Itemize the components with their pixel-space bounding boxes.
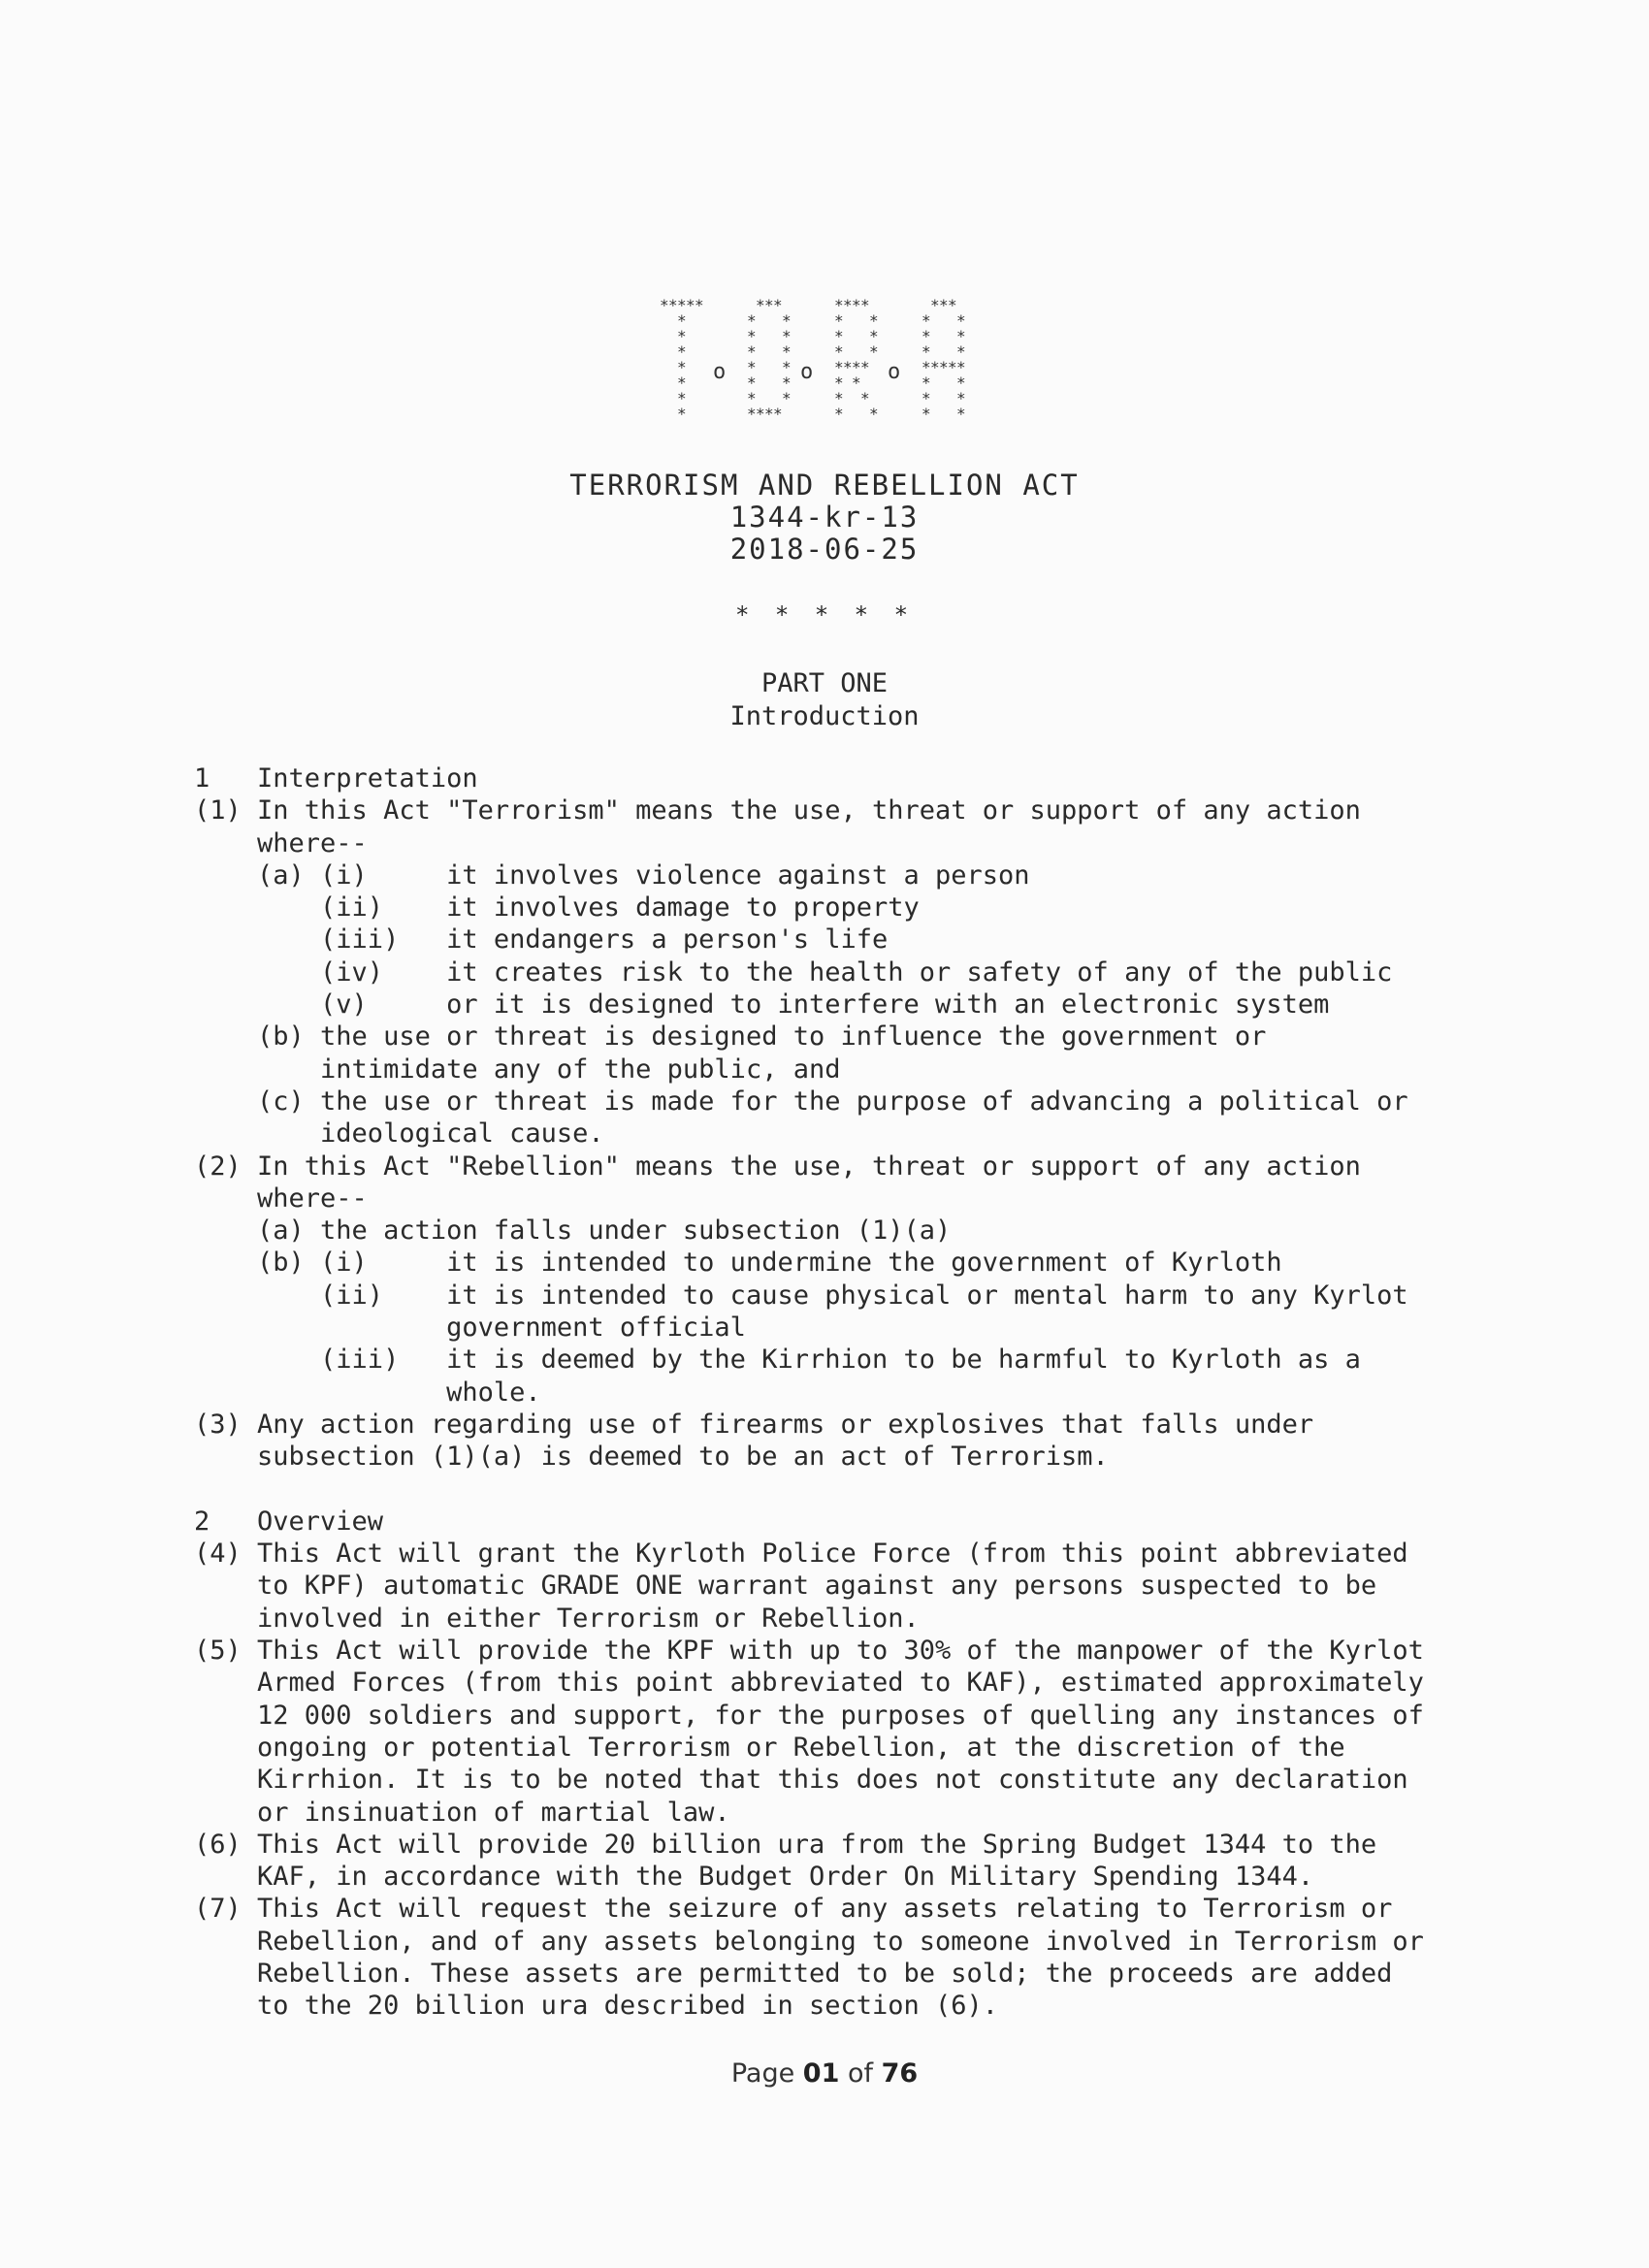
text-line: (ii) it involves damage to property bbox=[194, 892, 920, 923]
logo-asterisk: * bbox=[756, 296, 765, 314]
logo-asterisk: * bbox=[956, 311, 966, 330]
text-line: ideological cause. bbox=[194, 1118, 604, 1150]
act-code: 1344-kr-13 bbox=[729, 501, 920, 534]
toro-logo-icon bbox=[630, 291, 1018, 446]
text-line: (3) Any action regarding use of firearms or explosives that falls under bbox=[194, 1409, 1314, 1440]
logo-asterisk: * bbox=[756, 405, 765, 423]
logo-asterisk: * bbox=[860, 358, 870, 376]
logo-asterisk: * bbox=[782, 342, 792, 361]
logo-asterisk: * bbox=[860, 389, 870, 407]
logo-asterisk: * bbox=[930, 358, 940, 376]
text-line: (1) In this Act "Terrorism" means the use, threat or support of any action bbox=[194, 795, 1361, 826]
logo-asterisk: * bbox=[677, 327, 687, 345]
text-line: (2) In this Act "Rebellion" means the use, threat or support of any action bbox=[194, 1150, 1361, 1182]
logo-asterisk: * bbox=[922, 311, 931, 330]
logo-asterisk: * bbox=[852, 296, 861, 314]
logo-asterisk: * bbox=[834, 342, 844, 361]
logo-asterisk: * bbox=[843, 296, 853, 314]
text-line: (ii) it is intended to cause physical or mental harm to any Kyrlot bbox=[194, 1280, 1408, 1311]
text-line: intimidate any of the public, and bbox=[194, 1053, 841, 1085]
text-line: (6) This Act will provide 20 billion ura from the Spring Budget 1344 to the bbox=[194, 1829, 1377, 1860]
logo-asterisk: * bbox=[773, 405, 783, 423]
logo-asterisk: * bbox=[747, 373, 757, 392]
logo-asterisk: * bbox=[747, 327, 757, 345]
logo-asterisk: * bbox=[695, 296, 704, 314]
logo-asterisk: * bbox=[956, 389, 966, 407]
logo-asterisk: * bbox=[939, 358, 949, 376]
text-line: Rebellion, and of any assets belonging to someone involved in Terrorism or bbox=[194, 1926, 1424, 1957]
ascii-logo bbox=[0, 291, 1649, 446]
logo-asterisk: * bbox=[747, 405, 757, 423]
text-line: involved in either Terrorism or Rebellion. bbox=[194, 1603, 920, 1634]
logo-asterisk: * bbox=[956, 327, 966, 345]
logo-asterisk: * bbox=[922, 358, 931, 376]
text-line: to the 20 billion ura described in section (6). bbox=[194, 1991, 999, 2022]
logo-asterisk: * bbox=[869, 311, 879, 330]
logo-asterisk: * bbox=[764, 296, 774, 314]
logo-asterisk: * bbox=[677, 405, 687, 423]
text-line: to KPF) automatic GRADE ONE warrant against any persons suspected to be bbox=[194, 1571, 1377, 1602]
part-name: Introduction bbox=[729, 701, 920, 731]
logo-asterisk: * bbox=[677, 373, 687, 392]
logo-asterisk: * bbox=[922, 342, 931, 361]
text-line: or insinuation of martial law. bbox=[194, 1797, 730, 1828]
act-body bbox=[194, 762, 1474, 2023]
logo-asterisk: * bbox=[956, 373, 966, 392]
logo-asterisk: * bbox=[782, 358, 792, 376]
logo-asterisk: * bbox=[747, 358, 757, 376]
part-heading bbox=[0, 667, 1649, 733]
text-line: (4) This Act will grant the Kyrloth Police Force (from this point abbreviated bbox=[194, 1539, 1408, 1570]
logo-asterisk: * bbox=[677, 389, 687, 407]
logo-asterisk: * bbox=[747, 311, 757, 330]
page-footer bbox=[0, 2058, 1649, 2089]
logo-asterisk: * bbox=[922, 405, 931, 423]
logo-asterisk: * bbox=[782, 311, 792, 330]
logo-asterisk: * bbox=[686, 296, 695, 314]
logo-asterisk: * bbox=[660, 296, 669, 314]
logo-asterisk: * bbox=[677, 311, 687, 330]
logo-asterisk: * bbox=[834, 311, 844, 330]
logo-asterisk: * bbox=[948, 296, 957, 314]
logo-asterisk: * bbox=[834, 327, 844, 345]
text-line: (b) the use or threat is designed to influence the government or bbox=[194, 1021, 1267, 1053]
logo-asterisk: * bbox=[956, 342, 966, 361]
act-date: 2018-06-25 bbox=[729, 533, 920, 566]
text-line: (c) the use or threat is made for the purpose of advancing a political or bbox=[194, 1085, 1408, 1117]
logo-asterisk: * bbox=[747, 342, 757, 361]
logo-asterisk: * bbox=[922, 373, 931, 392]
text-line: government official bbox=[194, 1312, 746, 1344]
logo-asterisk: * bbox=[860, 296, 870, 314]
logo-asterisk: * bbox=[834, 389, 844, 407]
logo-separator-o: o bbox=[800, 360, 814, 384]
text-line bbox=[194, 1474, 1474, 1506]
logo-separator-o: o bbox=[888, 360, 901, 384]
logo-asterisk: * bbox=[782, 373, 792, 392]
text-line: (b) (i) it is intended to undermine the government of Kyrloth bbox=[194, 1247, 1282, 1279]
logo-asterisk: * bbox=[922, 327, 931, 345]
text-line: where-- bbox=[194, 1183, 368, 1214]
text-line: (iii) it is deemed by the Kirrhion to be harmful to Kyrloth as a bbox=[194, 1345, 1361, 1376]
text-line: (a) the action falls under subsection (1)(a) bbox=[194, 1215, 952, 1247]
footer-current-page: 01 bbox=[802, 2058, 840, 2089]
text-line: 2 Overview bbox=[194, 1506, 384, 1537]
text-line: Armed Forces (from this point abbreviated to KAF), estimated approximately bbox=[194, 1668, 1424, 1699]
logo-asterisk: * bbox=[747, 389, 757, 407]
logo-asterisk: * bbox=[677, 358, 687, 376]
text-line: (5) This Act will provide the KPF with up to 30% of the manpower of the Kyrlot bbox=[194, 1636, 1424, 1667]
logo-asterisk: * bbox=[956, 405, 966, 423]
text-line: 1 Interpretation bbox=[194, 763, 478, 794]
text-line: 12 000 soldiers and support, for the purposes of quelling any instances of bbox=[194, 1700, 1424, 1731]
part-number: PART ONE bbox=[760, 668, 889, 698]
logo-asterisk: * bbox=[852, 358, 861, 376]
logo-asterisk: * bbox=[852, 373, 861, 392]
logo-asterisk: * bbox=[782, 389, 792, 407]
text-line: subsection (1)(a) is deemed to be an act of Terrorism. bbox=[194, 1442, 1109, 1473]
logo-asterisk: * bbox=[668, 296, 678, 314]
logo-asterisk: * bbox=[782, 327, 792, 345]
logo-asterisk: * bbox=[843, 358, 853, 376]
text-line: Rebellion. These assets are permitted to be sold; the proceeds are added bbox=[194, 1958, 1393, 1989]
logo-asterisk: * bbox=[773, 296, 783, 314]
logo-asterisk: * bbox=[922, 389, 931, 407]
logo-asterisk: * bbox=[869, 405, 879, 423]
footer-total-pages: 76 bbox=[881, 2058, 919, 2089]
act-header bbox=[0, 470, 1649, 566]
logo-asterisk: * bbox=[948, 358, 957, 376]
logo-separator-o: o bbox=[713, 360, 727, 384]
text-line: (iii) it endangers a person's life bbox=[194, 924, 889, 956]
text-line: (iv) it creates risk to the health or safety of any of the public bbox=[194, 956, 1393, 988]
text-line: (a) (i) it involves violence against a person bbox=[194, 859, 1030, 891]
logo-asterisk: * bbox=[939, 296, 949, 314]
logo-asterisk: * bbox=[869, 327, 879, 345]
logo-asterisk: * bbox=[834, 296, 844, 314]
logo-asterisk: * bbox=[930, 296, 940, 314]
logo-asterisk: * bbox=[869, 342, 879, 361]
text-line: (v) or it is designed to interfere with an electronic system bbox=[194, 989, 1330, 1021]
text-line: ongoing or potential Terrorism or Rebellion, at the discretion of the bbox=[194, 1732, 1345, 1763]
logo-asterisk: * bbox=[764, 405, 774, 423]
text-line: (7) This Act will request the seizure of any assets relating to Terrorism or bbox=[194, 1894, 1393, 1925]
logo-asterisk: * bbox=[834, 358, 844, 376]
footer-prefix: Page bbox=[730, 2058, 795, 2089]
text-line: where-- bbox=[194, 827, 368, 859]
act-title: TERRORISM AND REBELLION ACT bbox=[569, 469, 1080, 502]
footer-of: of bbox=[847, 2058, 873, 2089]
text-line: KAF, in accordance with the Budget Order On Military Spending 1344. bbox=[194, 1862, 1314, 1893]
logo-asterisk: * bbox=[834, 373, 844, 392]
logo-asterisk: * bbox=[677, 342, 687, 361]
text-line: Kirrhion. It is to be noted that this does not constitute any declaration bbox=[194, 1765, 1408, 1796]
section-separator: * * * * * bbox=[734, 601, 915, 629]
logo-asterisk: * bbox=[956, 358, 966, 376]
logo-asterisk: * bbox=[834, 405, 844, 423]
logo-asterisk: * bbox=[677, 296, 687, 314]
text-line: whole. bbox=[194, 1377, 541, 1408]
